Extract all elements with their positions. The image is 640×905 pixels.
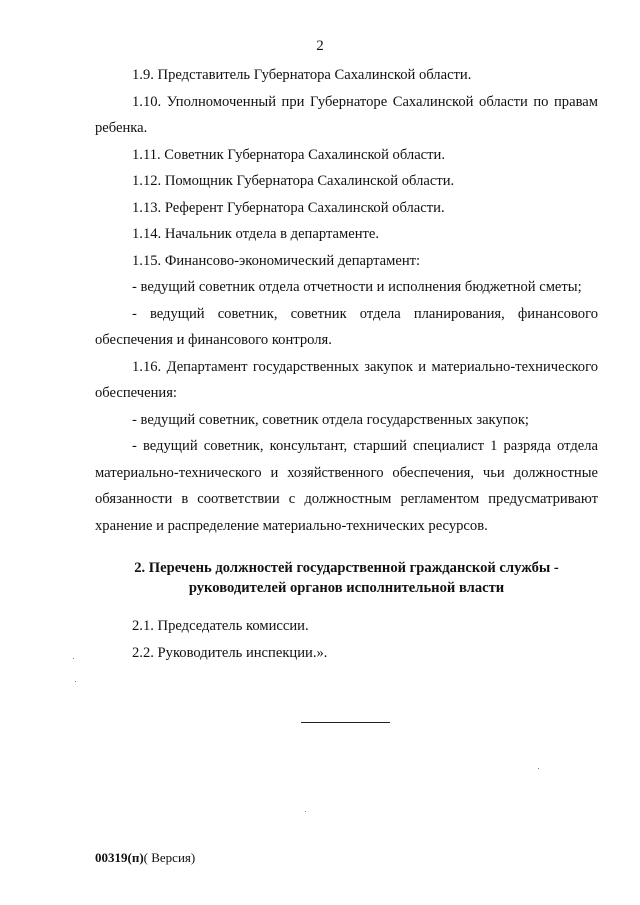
document-body (95, 62, 598, 666)
list-subitem: - ведущий советник, консультант, старший специалист 1 разряда отдела материально-технического и хозяйственного обеспечения, чьи должностные обязанности в соответствии с должностным регламентом предусматривают хранение и распределение материально-технических ресурсов. (95, 438, 598, 534)
document-version: ( Версия) (143, 850, 196, 865)
list-subitem: - ведущий советник, советник отдела государственных закупок; (132, 411, 529, 428)
scan-speck (305, 811, 306, 812)
section-heading-line-2: руководителей органов исполнительной власти (188, 580, 505, 596)
scan-speck (538, 768, 539, 769)
list-item: 1.16. Департамент государственных закупок и материально-технического обеспечения: (95, 358, 598, 401)
end-divider (301, 722, 390, 723)
scan-speck (75, 681, 76, 682)
section-heading-line-1: 2. Перечень должностей государственной гражданской службы - (134, 560, 559, 576)
list-item: 1.11. Советник Губернатора Сахалинской области. (132, 146, 445, 163)
list-item: 2.2. Руководитель инспекции.». (132, 644, 328, 661)
list-item: 1.10. Уполномоченный при Губернаторе Сахалинской области по правам ребенка. (95, 93, 598, 136)
list-subitem: - ведущий советник отдела отчетности и исполнения бюджетной сметы; (132, 279, 582, 295)
list-item: 1.9. Представитель Губернатора Сахалинской области. (132, 67, 472, 83)
list-item: 1.15. Финансово-экономический департамент: (132, 252, 421, 269)
list-item: 2.1. Председатель комиссии. (132, 618, 309, 634)
list-item: 1.12. Помощник Губернатора Сахалинской области. (132, 173, 455, 189)
list-item: 1.13. Референт Губернатора Сахалинской области. (132, 199, 445, 216)
list-subitem: - ведущий советник, советник отдела планирования, финансового обеспечения и финансового контроля. (95, 305, 598, 348)
list-item: 1.14. Начальник отдела в департаменте. (132, 226, 380, 242)
section-heading (95, 558, 598, 598)
document-code: 00319(п) (95, 850, 144, 865)
footer (95, 850, 195, 866)
page-number: 2 (316, 38, 324, 54)
scan-speck (73, 658, 74, 659)
